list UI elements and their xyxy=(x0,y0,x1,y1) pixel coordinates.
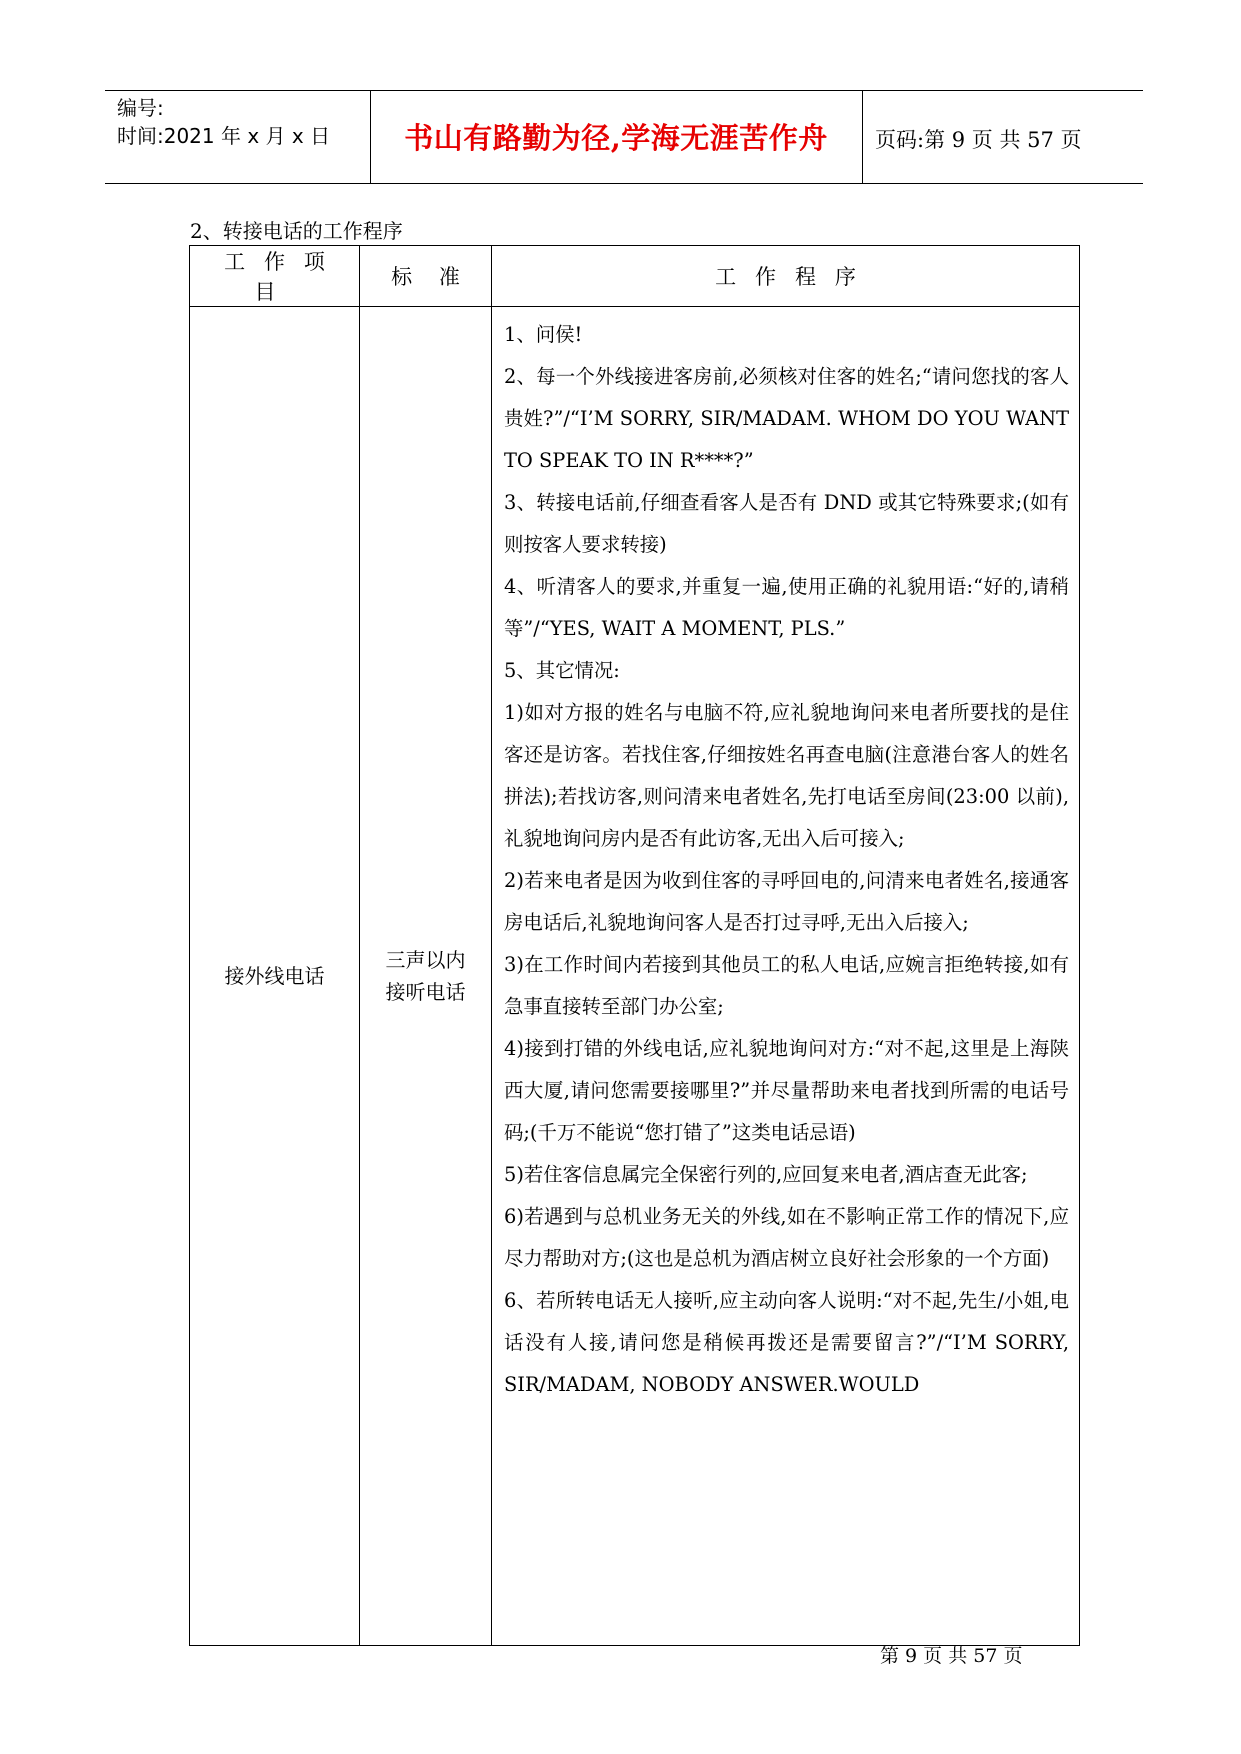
procedure-table xyxy=(189,245,1080,1646)
header-divider-right xyxy=(862,90,863,183)
header-meta xyxy=(117,94,330,150)
procedure-step: 2)若来电者是因为收到住客的寻呼回电的,问清来电者姓名,接通客房电话后,礼貌地询问客人是否打过寻呼,无出入后接入; xyxy=(504,869,1069,934)
standard-text: 三声以内接听电话 xyxy=(385,948,466,1004)
header-cell-item: 工作项目 xyxy=(190,246,360,307)
procedure-step: 3)在工作时间内若接到其他员工的私人电话,应婉言拒绝转接,如有急事直接转至部门办公室; xyxy=(504,953,1069,1018)
header-cell-standard: 标 准 xyxy=(360,246,492,307)
section-title: 2、转接电话的工作程序 xyxy=(190,219,403,243)
procedure-step: 5)若住客信息属完全保密行列的,应回复来电者,酒店查无此客; xyxy=(504,1163,1028,1186)
procedure-step: 6)若遇到与总机业务无关的外线,如在不影响正常工作的情况下,应尽力帮助对方;(这也是总机为酒店树立良好社会形象的一个方面) xyxy=(504,1205,1069,1270)
table-header-row xyxy=(190,246,1080,307)
cell-procedure xyxy=(492,307,1080,1646)
procedure-step: 5、其它情况: xyxy=(504,659,620,682)
table-row xyxy=(190,307,1080,1646)
procedure-step: 3、转接电话前,仔细查看客人是否有 DND 或其它特殊要求;(如有则按客人要求转接) xyxy=(504,491,1069,556)
header-page-label: 页码:第 9 页 共 57 页 xyxy=(875,128,1082,152)
procedure-text xyxy=(504,307,1069,1406)
cell-work-item: 接外线电话 xyxy=(190,307,360,1646)
document-number-label: 编号: xyxy=(117,96,164,120)
header-motto: 书山有路勤为径,学海无涯苦作舟 xyxy=(404,121,828,155)
procedure-step: 4、听清客人的要求,并重复一遍,使用正确的礼貌用语:“好的,请稍等”/“YES, WAIT A MOMENT, PLS.” xyxy=(504,575,1069,640)
procedure-step: 4)接到打错的外线电话,应礼貌地询问对方:“对不起,这里是上海陕西大厦,请问您需要接哪里?”并尽量帮助来电者找到所需的电话号码;(千万不能说“您打错了”这类电话忌语) xyxy=(504,1037,1069,1144)
procedure-step: 6、若所转电话无人接听,应主动向客人说明:“对不起,先生/小姐,电话没有人接,请问您是稍候再拨还是需要留言?”/“I’M SORRY, SIR/MADAM, NOBODY ANSWER.WOULD xyxy=(504,1289,1069,1396)
procedure-step: 2、每一个外线接进客房前,必须核对住客的姓名;“请问您找的客人贵姓?”/“I’M SORRY, SIR/MADAM. WHOM DO YOU WANT TO SPEAK TO IN R****?” xyxy=(504,365,1069,472)
header-cell-procedure: 工作程序 xyxy=(492,246,1080,307)
procedure-step: 1、问侯! xyxy=(504,323,583,346)
procedure-step: 1)如对方报的姓名与电脑不符,应礼貌地询问来电者所要找的是住客还是访客。若找住客,仔细按姓名再查电脑(注意港台客人的姓名拼法);若找访客,则问清来电者姓名,先打电话至房间(23:00 以前),礼貌地询问房内是否有此访客,无出入后可接入; xyxy=(504,701,1069,850)
document-time-label: 时间:2021 年 x 月 x 日 xyxy=(117,124,331,148)
header-bottom-rule xyxy=(105,183,1143,184)
cell-standard xyxy=(360,307,492,1646)
page-footer: 第 9 页 共 57 页 xyxy=(880,1645,1023,1667)
